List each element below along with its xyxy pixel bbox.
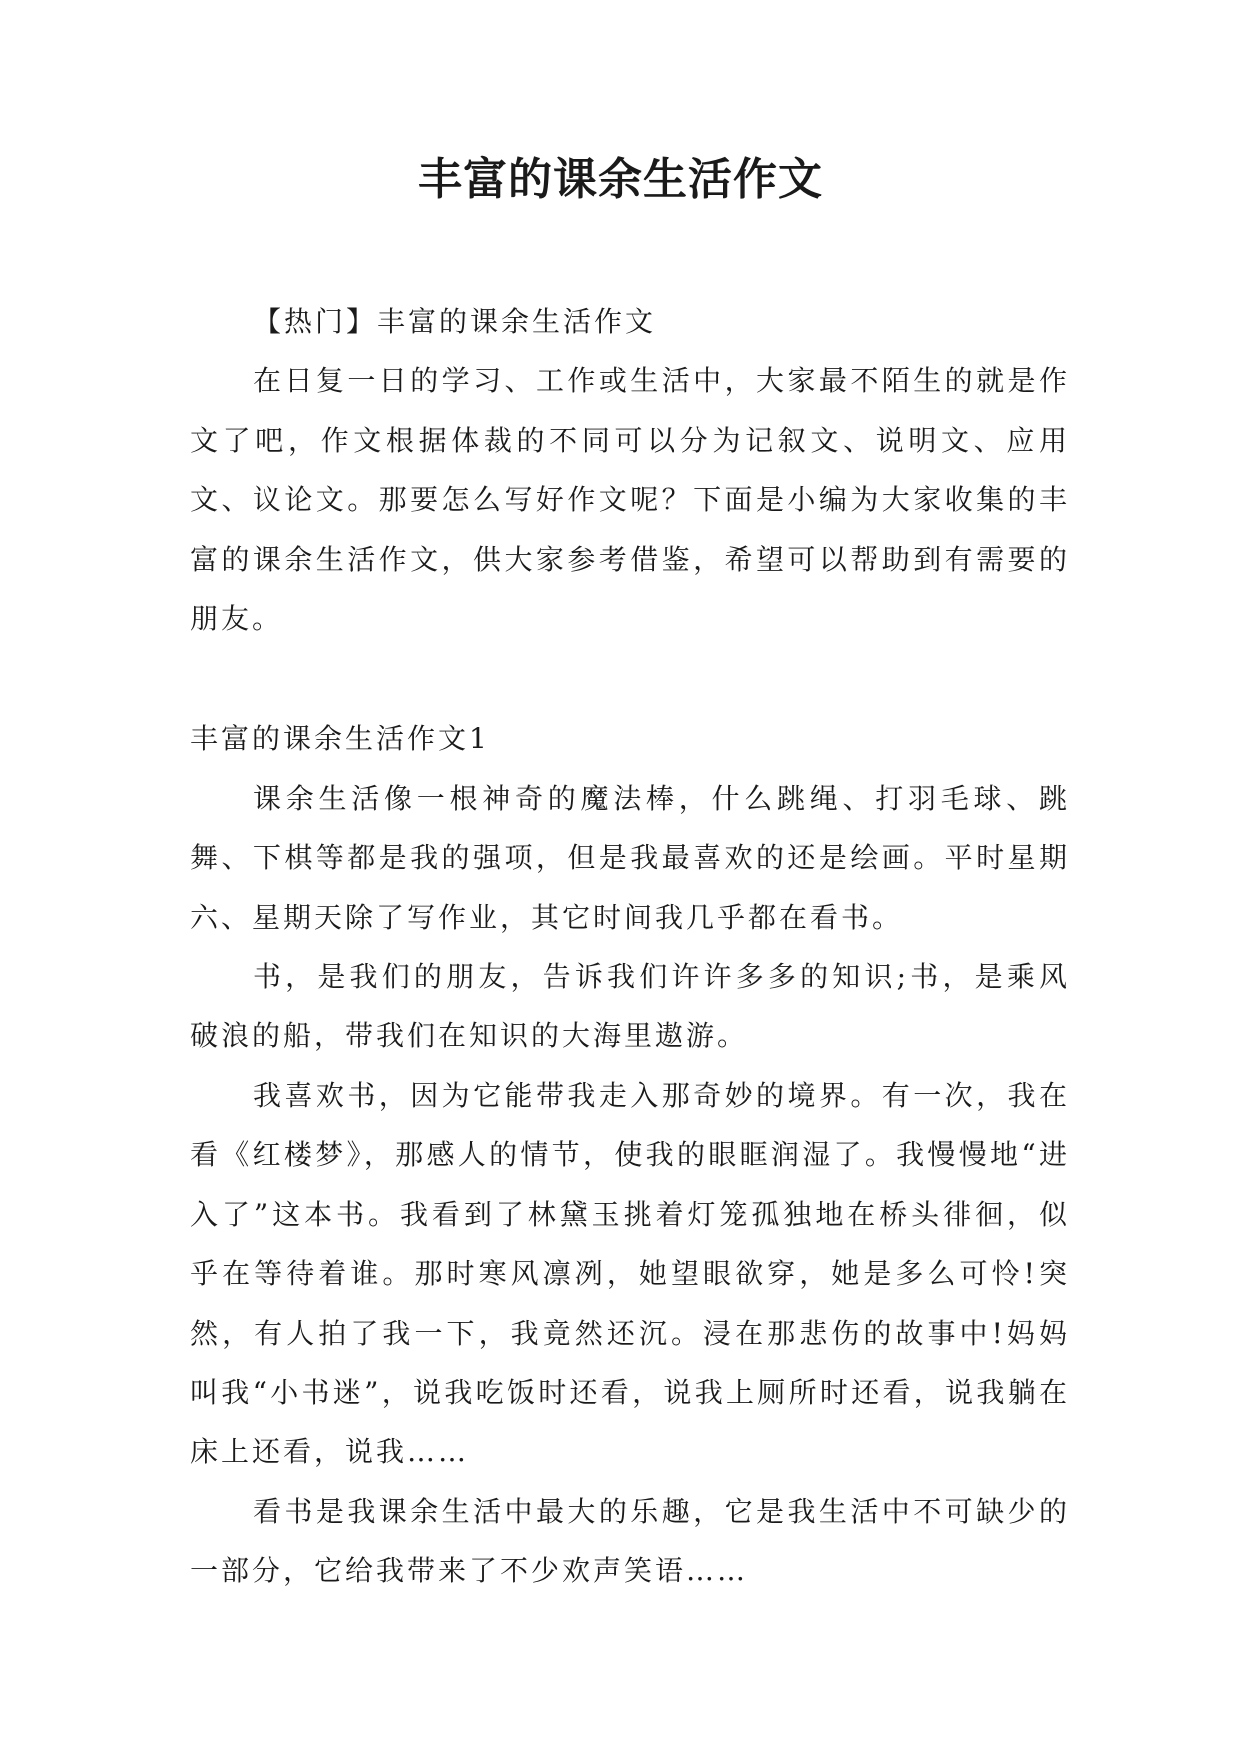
intro-paragraph: 在日复一日的学习、工作或生活中，大家最不陌生的就是作文了吧，作文根据体裁的不同可以分为记叙文、说明文、应用文、议论文。那要怎么写好作文呢？下面是小编为大家收集的丰富的课余生活作文，供大家参考借鉴，希望可以帮助到有需要的朋友。 bbox=[190, 364, 1070, 636]
document-title: 丰富的课余生活作文 bbox=[418, 154, 823, 205]
intro-tag-line: 【热门】丰富的课余生活作文 bbox=[253, 305, 657, 338]
body-paragraph: 看书是我课余生活中最大的乐趣，它是我生活中不可缺少的一部分，它给我带来了不少欢声笑语…… bbox=[190, 1494, 1070, 1588]
body-paragraph: 书，是我们的朋友，告诉我们许许多多的知识;书，是乘风破浪的船，带我们在知识的大海里遨游。 bbox=[190, 960, 1070, 1053]
section-heading: 丰富的课余生活作文1 bbox=[190, 722, 490, 756]
body-paragraph: 课余生活像一根神奇的魔法棒，什么跳绳、打羽毛球、跳舞、下棋等都是我的强项，但是我最喜欢的还是绘画。平时星期六、星期天除了写作业，其它时间我几乎都在看书。 bbox=[190, 781, 1070, 934]
body-paragraph: 我喜欢书，因为它能带我走入那奇妙的境界。有一次，我在看《红楼梦》，那感人的情节，使我的眼眶润湿了。我慢慢地“进入了”这本书。我看到了林黛玉挑着灯笼孤独地在桥头徘徊，似乎在等待着谁。那时寒风凛冽，她望眼欲穿，她是多么可怜!突然，有人拍了我一下，我竟然还沉。浸在那悲伤的故事中!妈妈叫我“小书迷”，说我吃饭时还看，说我上厕所时还看，说我躺在床上还看，说我…… bbox=[190, 1078, 1070, 1469]
document-body bbox=[190, 292, 1070, 1601]
